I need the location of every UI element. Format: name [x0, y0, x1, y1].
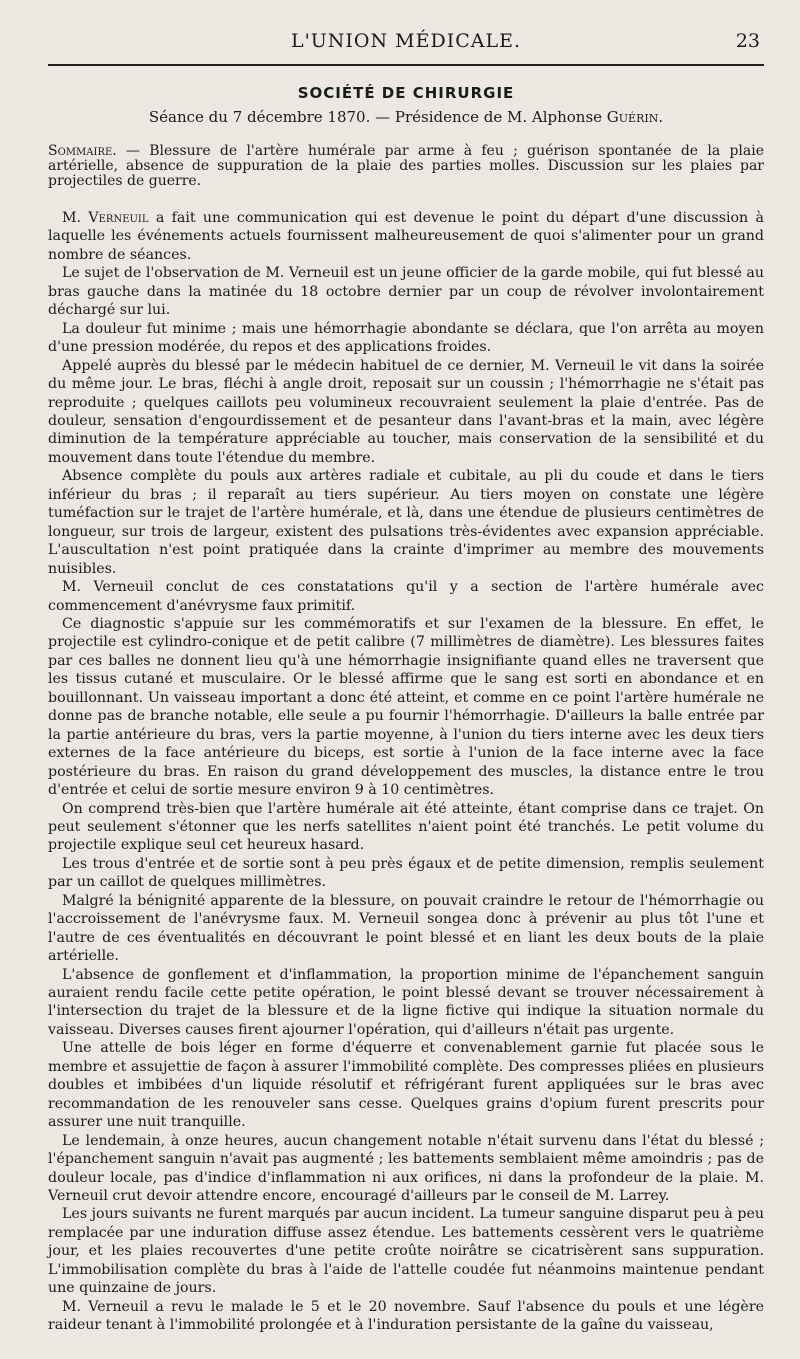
summary	[48, 144, 764, 189]
paragraph-1	[48, 209, 764, 264]
summary-text: — Blessure de l'artère humérale par arme à feu ; guérison spontanée de la plaie artérielle, absence de suppuration de la plaie des parties molles. Discussion sur les plaies par projectiles de guerre.	[48, 143, 764, 189]
paragraph: Une attelle de bois léger en forme d'équerre et convenablement garnie fut placée sous le membre et assujettie de façon à assurer l'immobilité complète. Des compresses pliées en plusieurs doubles et imbibées d'un liquide résolutif et réfrigérant furent appliquées sur le bras avec recommandation de les renouveler sans cesse. Quelques grains d'opium furent prescrits pour assurer une nuit tranquille.	[48, 1040, 764, 1131]
header-rule	[48, 64, 764, 66]
paragraph: Appelé auprès du blessé par le médecin habituel de ce dernier, M. Verneuil le vit dans la soirée du même jour. Le bras, fléchi à angle droit, reposait sur un coussin ; l'hémorrhagie ne s'était pas reproduite ; quelques caillots peu volumineux recouvraient seulement la plaie d'entrée. Pas de douleur, sensation d'engourdissement et de pesanteur dans l'avant-bras et la main, avec légère diminution de la température appréciable au toucher, mais conservation de la sensibilité et du mouvement dans toute l'étendue du membre.	[48, 357, 764, 466]
paragraph: Les trous d'entrée et de sortie sont à peu près égaux et de petite dimension, remplis seulement par un caillot de quelques millimètres.	[48, 855, 764, 891]
section-title: SOCIÉTÉ DE CHIRURGIE	[297, 84, 515, 102]
session-suffix: .	[658, 108, 664, 126]
paragraph: L'absence de gonflement et d'inflammation, la proportion minime de l'épanchement sanguin auraient rendu facile cette petite opération, le point blessé devant se trouver nécessairement à l'intersection du trajet de la blessure et de la ligne fictive qui indique la situation normale du vaisseau. Diverses causes firent ajourner l'opération, qui d'ailleurs n'était pas urgente.	[48, 966, 764, 1038]
paragraph: Malgré la bénignité apparente de la blessure, on pouvait craindre le retour de l'hémorrhagie ou l'accroissement de l'anévrysme faux. M. Verneuil songea donc à prévenir au plus tôt l'une et l'autre de ces éventualités en découvrant le point blessé et en liant les deux bouts de la plaie artérielle.	[48, 892, 764, 965]
running-head	[48, 28, 764, 58]
paragraph: Le lendemain, à onze heures, aucun changement notable n'était survenu dans l'état du blessé ; l'épanchement sanguin n'avait pas augmenté ; les battements semblaient même amoindris ; pas de douleur locale, pas d'indice d'inflammation ni aux orifices, ni dans la profondeur de la plaie. M. Verneuil crut devoir attendre encore, encouragé d'ailleurs par le conseil de M. Larrey.	[48, 1132, 764, 1205]
president-name: Guérin	[606, 108, 659, 126]
paragraph-1-text: a fait une communication qui est devenue le point du départ d'une discussion à laquelle les événements actuels fournissent malheureusement de quoi s'alimenter pour un grand nombre de séances.	[48, 210, 764, 263]
paragraph: M. Verneuil conclut de ces constatations qu'il y a section de l'artère humérale avec commencement d'anévrysme faux primitif.	[48, 579, 764, 614]
page-number: 23	[735, 30, 760, 52]
paragraph: M. Verneuil a revu le malade le 5 et le 20 novembre. Sauf l'absence du pouls et une légère raideur tenant à l'immobilité prolongée et à l'induration persistante de la gaîne du vaisseau,	[48, 1298, 764, 1334]
paragraph: La douleur fut minime ; mais une hémorrhagie abondante se déclara, que l'on arrêta au moyen d'une pression modérée, du repos et des applications froides.	[48, 320, 764, 356]
paragraph: Absence complète du pouls aux artères radiale et cubitale, au pli du coude et dans le tiers inférieur du bras ; il reparaît au tiers supérieur. Au tiers moyen on constate une légère tuméfaction sur le trajet de l'artère humérale, et là, dans une étendue de plusieurs centimètres de longueur, sur trois de largeur, existent des pulsations très-évidentes avec expansion appréciable. L'auscultation n'est point pratiquée dans la crainte d'imprimer au membre des mouvements nuisibles.	[48, 468, 764, 577]
author-name: M. Verneuil	[62, 210, 149, 226]
paragraph: On comprend très-bien que l'artère humérale ait été atteinte, étant comprise dans ce trajet. On peut seulement s'étonner que les nerfs satellites n'aient point été tranchés. Le petit volume du projectile explique seul cet heureux hasard.	[48, 800, 764, 854]
summary-lead: Sommaire.	[48, 143, 117, 159]
journal-title: L'UNION MÉDICALE.	[290, 30, 522, 52]
article-body	[48, 209, 764, 1335]
session-line	[48, 108, 764, 126]
paragraph: Les jours suivants ne furent marqués par aucun incident. La tumeur sanguine disparut peu à peu remplacée par une induration diffuse assez étendue. Les battements cessèrent vers le quatrième jour, et les plaies recouvertes d'une petite croûte noirâtre se cicatrisèrent sans suppuration. L'immobilisation complète du bras à l'aide de l'attelle coudée fut néanmoins maintenue pendant une quinzaine de jours.	[48, 1206, 764, 1297]
paragraph: Ce diagnostic s'appuie sur les commémoratifs et sur l'examen de la blessure. En effet, le projectile est cylindro-conique et de petit calibre (7 millimètres de diamètre). Les blessures faites par ces balles ne donnent lieu qu'à une hémorrhagie insignifiante quand elles ne traversent que les tissus cutané et musculaire. Or le blessé affirme que le sang est sorti en abondance et en bouillonnant. Un vaisseau important a donc été atteint, et comme en ce point l'artère humérale ne donne pas de branche notable, elle seule a pu fournir l'hémorrhagie. D'ailleurs la balle entrée par la partie antérieure du bras, vers la partie moyenne, à l'union du tiers interne avec les deux tiers externes de la face antérieure du biceps, est sortie à l'union de la face interne avec la face postérieure du bras. En raison du grand développement des muscles, la distance entre le trou d'entrée et celui de sortie mesure environ 9 à 10 centimètres.	[48, 615, 764, 799]
session-prefix: Séance du 7 décembre 1870. — Présidence de M. Alphonse	[148, 108, 607, 126]
paragraph: Le sujet de l'observation de M. Verneuil est un jeune officier de la garde mobile, qui fut blessé au bras gauche dans la matinée du 18 octobre dernier par un coup de révolver involontairement déchargé sur lui.	[48, 265, 764, 319]
